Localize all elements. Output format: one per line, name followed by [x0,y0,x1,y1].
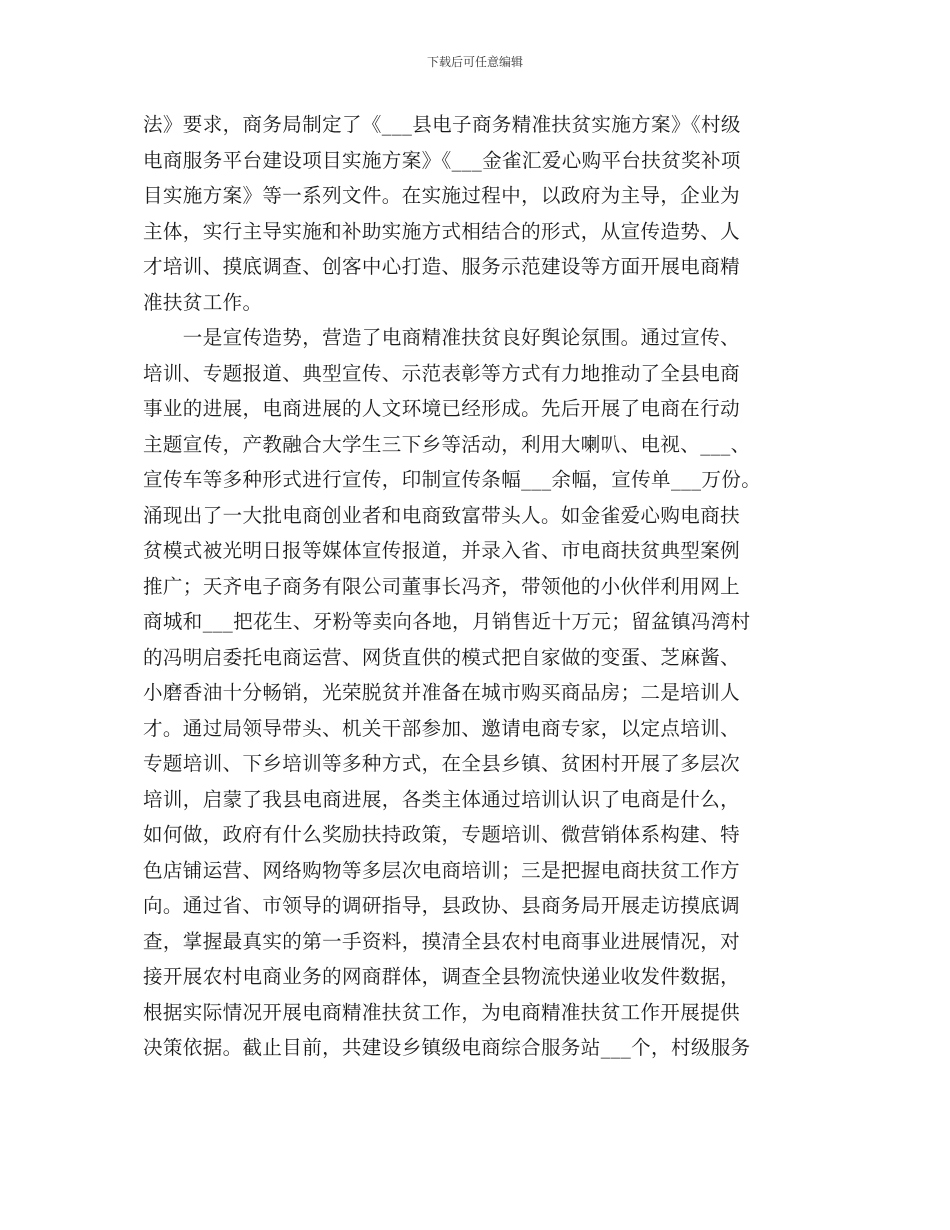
text-line: 才。通过局领导带头、机关干部参加、邀请电商专家，以定点培训、 [143,716,741,740]
text-line: 的冯明启委托电商运营、网货直供的模式把自家做的变蛋、芝麻酱、 [143,645,741,669]
text-line: 主体，实行主导实施和补助实施方式相结合的形式，从宣传造势、人 [143,219,741,243]
text-line: 色店铺运营、网络购物等多层次电商培训；三是把握电商扶贫工作方 [143,858,741,882]
text-line: 小磨香油十分畅销，光荣脱贫并准备在城市购买商品房；二是培训人 [143,681,741,704]
text-line: 培训、专题报道、典型宣传、示范表彰等方式有力地推动了全县电商 [143,361,741,385]
text-line: 接开展农村电商业务的网商群体，调查全县物流快递业收发件数据， [143,965,741,988]
document-body [143,107,808,1066]
text-line: 涌现出了一大批电商创业者和电商致富带头人。如金雀爱心购电商扶 [143,503,741,527]
text-line: 向。通过省、市领导的调研指导，县政协、县商务局开展走访摸底调 [143,894,741,917]
text-line: 才培训、摸底调查、创客中心打造、服务示范建设等方面开展电商精 [143,255,741,278]
page-header: 下载后可任意编辑 [426,55,523,69]
text-line: 目实施方案》等一系列文件。在实施过程中，以政府为主导，企业为 [143,184,741,207]
text-line: 如何做，政府有什么奖励扶持政策，专题培训、微营销体系构建、特 [143,823,741,846]
text-line: 主题宣传，产教融合大学生三下乡等活动，利用大喇叭、电视、___、 [143,432,751,456]
text-line: 事业的进展，电商进展的人文环境已经形成。先后开展了电商在行动 [143,397,741,420]
text-line: 法》要求，商务局制定了《___县电子商务精准扶贫实施方案》《村级 [143,113,741,136]
text-line: 宣传车等多种形式进行宣传，印制宣传条幅___余幅，宣传单___万份。 [143,468,762,491]
text-line: 根据实际情况开展电商精准扶贫工作，为电商精准扶贫工作开展提供 [143,1000,741,1024]
text-line: 查，掌握最真实的第一手资料，摸清全县农村电商事业进展情况，对 [143,929,741,953]
text-line: 准扶贫工作。 [143,290,263,314]
text-line: 贫模式被光明日报等媒体宣传报道，并录入省、市电商扶贫典型案例 [143,539,741,562]
text-line: 商城和___把花生、牙粉等卖向各地，月销售近十万元；留盆镇冯湾村 [143,610,751,633]
text-line: 决策依据。截止目前，共建设乡镇级电商综合服务站___个，村级服务 [143,1036,751,1059]
text-line: 电商服务平台建设项目实施方案》《___金雀汇爱心购平台扶贫奖补项 [143,148,741,172]
text-line: 培训，启蒙了我县电商进展，各类主体通过培训认识了电商是什么， [143,787,741,811]
text-line: 推广；天齐电子商务有限公司董事长冯齐，带领他的小伙伴利用网上 [143,574,741,598]
text-line: 一是宣传造势，营造了电商精准扶贫良好舆论氛围。通过宣传、 [143,326,741,349]
text-line: 专题培训、下乡培训等多种方式，在全县乡镇、贫困村开展了多层次 [143,752,741,775]
